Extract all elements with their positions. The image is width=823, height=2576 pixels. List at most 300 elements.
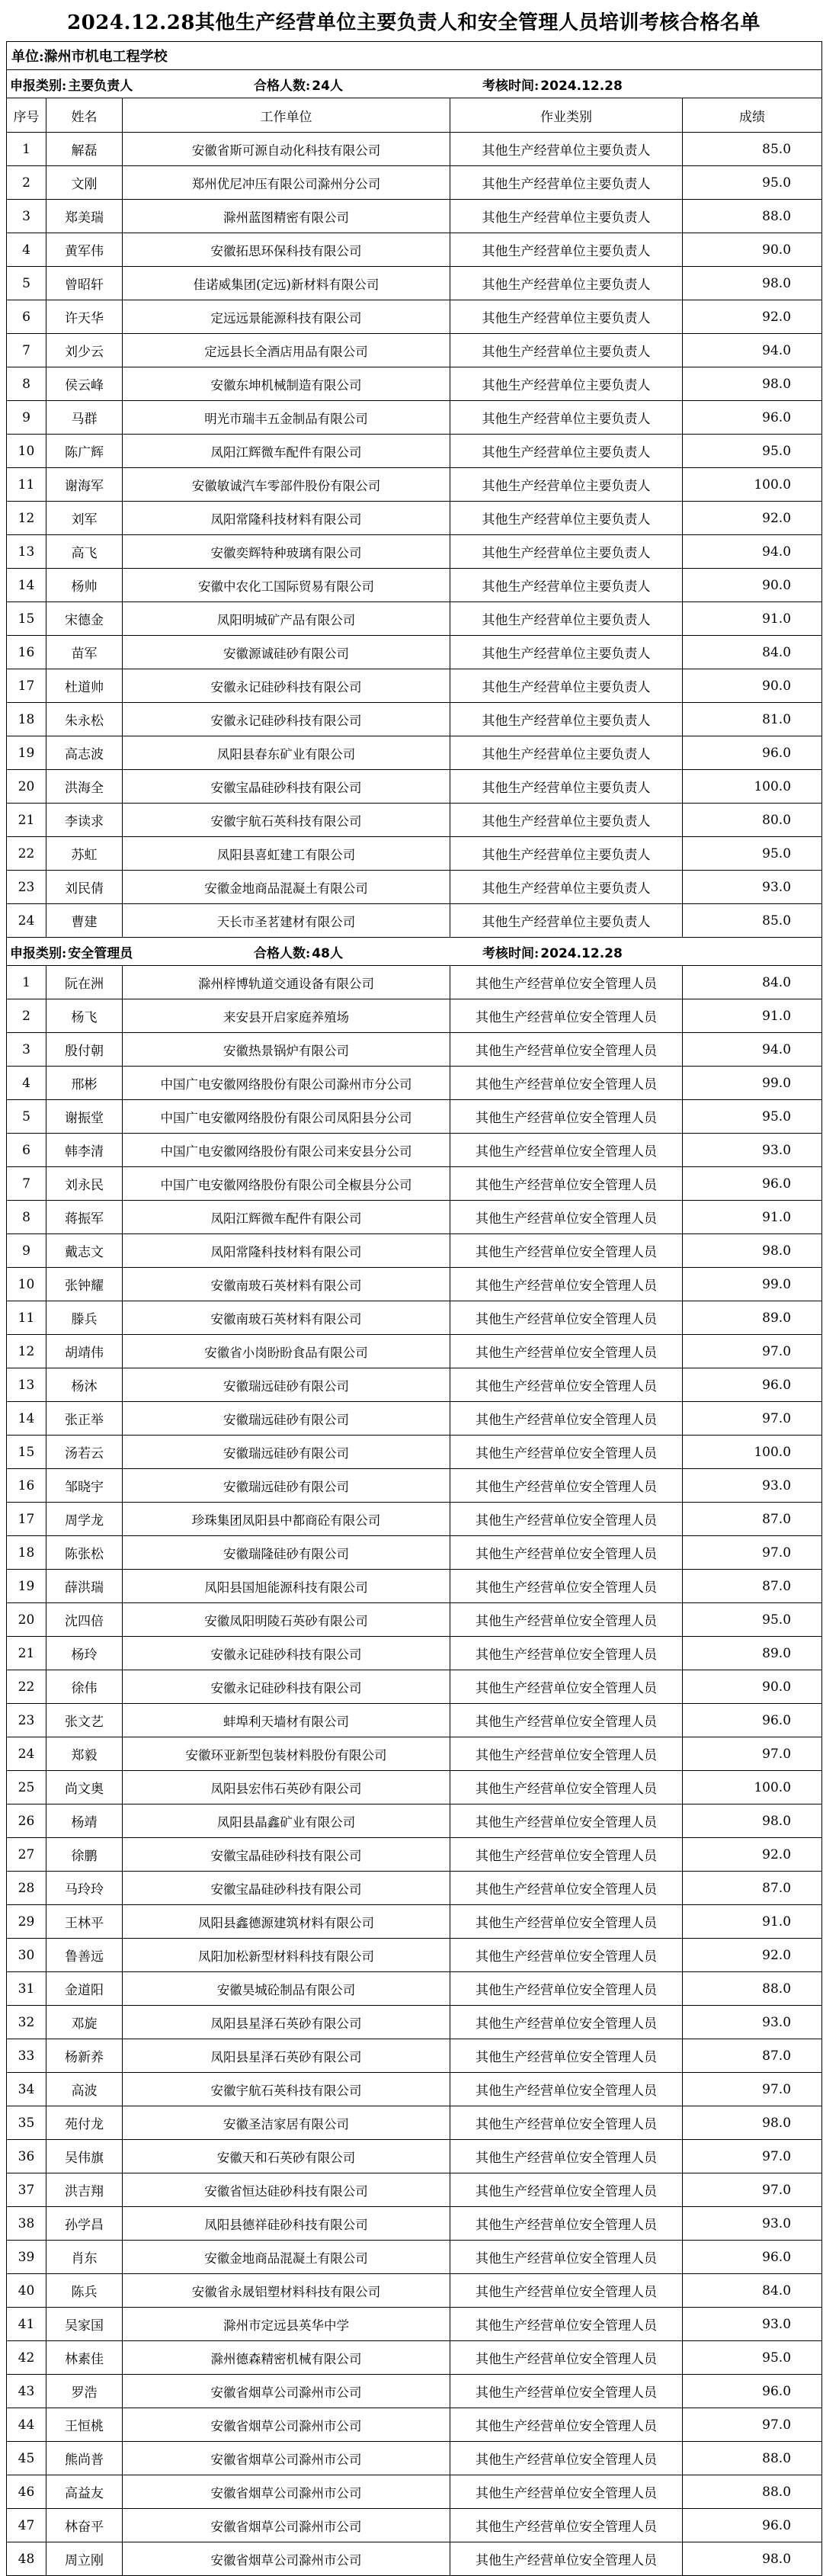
table-row [7, 1972, 822, 2006]
table-row [7, 166, 822, 200]
score: 100.0 [683, 770, 822, 804]
section-info-cell [7, 70, 822, 98]
declare-type-value: 主要负责人 [68, 78, 133, 94]
work-unit: 凤阳江辉微车配件有限公司 [123, 435, 450, 468]
row-index: 13 [7, 1368, 46, 1402]
row-index: 7 [7, 334, 46, 367]
row-index: 10 [7, 435, 46, 468]
table-row [7, 267, 822, 300]
unit-label: 单位: [11, 49, 44, 65]
person-name: 马玲玲 [46, 1872, 123, 1905]
row-index: 30 [7, 1939, 46, 1972]
job-category: 其他生产经营单位安全管理人员 [450, 999, 683, 1033]
score: 97.0 [683, 1737, 822, 1771]
job-category: 其他生产经营单位主要负责人 [450, 904, 683, 938]
row-index: 5 [7, 1100, 46, 1134]
work-unit: 安徽瑞远硅砂有限公司 [123, 1469, 450, 1503]
row-index: 46 [7, 2475, 46, 2509]
score: 100.0 [683, 1771, 822, 1804]
score: 85.0 [683, 904, 822, 938]
work-unit: 安徽环亚新型包装材料股份有限公司 [123, 1737, 450, 1771]
table-row [7, 401, 822, 435]
work-unit: 凤阳县德祥硅砂科技有限公司 [123, 2207, 450, 2241]
score: 92.0 [683, 1838, 822, 1872]
person-name: 邢彬 [46, 1067, 123, 1100]
row-index: 37 [7, 2173, 46, 2207]
person-name: 沈四倍 [46, 1603, 123, 1637]
exam-time-value: 2024.12.28 [540, 945, 623, 961]
table-row [7, 2341, 822, 2375]
exam-time [482, 75, 821, 94]
score: 97.0 [683, 1335, 822, 1368]
person-name: 陈兵 [46, 2274, 123, 2308]
row-index: 14 [7, 1402, 46, 1436]
job-category: 其他生产经营单位安全管理人员 [450, 1536, 683, 1570]
score: 97.0 [683, 1536, 822, 1570]
job-category: 其他生产经营单位安全管理人员 [450, 1872, 683, 1905]
row-index: 19 [7, 736, 46, 770]
person-name: 苏虹 [46, 837, 123, 871]
job-category: 其他生产经营单位安全管理人员 [450, 1939, 683, 1972]
work-unit: 中国广电安徽网络股份有限公司凤阳县分公司 [123, 1100, 450, 1134]
table-row [7, 2308, 822, 2341]
row-index: 10 [7, 1268, 46, 1301]
row-index: 11 [7, 468, 46, 502]
job-category: 其他生产经营单位安全管理人员 [450, 2475, 683, 2509]
work-unit: 安徽省烟草公司滁州市公司 [123, 2375, 450, 2408]
table-row [7, 2442, 822, 2475]
work-unit: 凤阳县星泽石英砂有限公司 [123, 2006, 450, 2039]
work-unit: 安徽敏诚汽车零部件股份有限公司 [123, 468, 450, 502]
table-row [7, 334, 822, 367]
work-unit: 安徽永记硅砂科技有限公司 [123, 1670, 450, 1704]
job-category: 其他生产经营单位主要负责人 [450, 502, 683, 535]
person-name: 高波 [46, 2073, 123, 2106]
job-category: 其他生产经营单位安全管理人员 [450, 2241, 683, 2274]
score: 96.0 [683, 401, 822, 435]
table-row [7, 669, 822, 703]
row-index: 36 [7, 2140, 46, 2173]
work-unit: 来安县开启家庭养殖场 [123, 999, 450, 1033]
person-name: 熊尚普 [46, 2442, 123, 2475]
row-index: 7 [7, 1167, 46, 1201]
row-index: 5 [7, 267, 46, 300]
row-index: 21 [7, 1637, 46, 1670]
score: 96.0 [683, 1368, 822, 1402]
work-unit: 凤阳县鑫德源建筑材料有限公司 [123, 1905, 450, 1939]
work-unit: 滁州市定远县英华中学 [123, 2308, 450, 2341]
work-unit: 安徽金地商品混凝土有限公司 [123, 871, 450, 904]
header-name: 姓名 [46, 98, 123, 133]
work-unit: 蚌埠利天墙材有限公司 [123, 1704, 450, 1737]
work-unit: 凤阳常隆科技材料有限公司 [123, 502, 450, 535]
person-name: 罗浩 [46, 2375, 123, 2408]
table-row [7, 1503, 822, 1536]
score: 87.0 [683, 1872, 822, 1905]
table-row [7, 703, 822, 736]
unit-name: 滁州市机电工程学校 [43, 49, 168, 65]
row-index: 15 [7, 602, 46, 636]
job-category: 其他生产经营单位主要负责人 [450, 435, 683, 468]
row-index: 6 [7, 300, 46, 334]
table-row [7, 2408, 822, 2442]
work-unit: 珍珠集团凤阳县中都商砼有限公司 [123, 1503, 450, 1536]
job-category: 其他生产经营单位安全管理人员 [450, 1503, 683, 1536]
row-index: 25 [7, 1771, 46, 1804]
person-name: 殷付朝 [46, 1033, 123, 1067]
score: 93.0 [683, 2006, 822, 2039]
row-index: 34 [7, 2073, 46, 2106]
person-name: 黄军伟 [46, 233, 123, 267]
row-index: 1 [7, 966, 46, 999]
person-name: 周学龙 [46, 1503, 123, 1536]
table-row [7, 1436, 822, 1469]
work-unit: 安徽省烟草公司滁州市公司 [123, 2475, 450, 2509]
declare-type-value: 安全管理员 [68, 945, 133, 961]
row-index: 38 [7, 2207, 46, 2241]
score: 96.0 [683, 2509, 822, 2542]
job-category: 其他生产经营单位安全管理人员 [450, 2542, 683, 2576]
work-unit: 安徽省烟草公司滁州市公司 [123, 2442, 450, 2475]
score: 97.0 [683, 1402, 822, 1436]
score: 96.0 [683, 1704, 822, 1737]
work-unit: 定远远景能源科技有限公司 [123, 300, 450, 334]
table-row [7, 1067, 822, 1100]
table-row [7, 367, 822, 401]
job-category: 其他生产经营单位主要负责人 [450, 736, 683, 770]
score: 91.0 [683, 999, 822, 1033]
job-category: 其他生产经营单位安全管理人员 [450, 2173, 683, 2207]
work-unit: 凤阳县国旭能源科技有限公司 [123, 1570, 450, 1603]
table-row [7, 1469, 822, 1503]
work-unit: 郑州优尼冲压有限公司滁州分公司 [123, 166, 450, 200]
person-name: 张文艺 [46, 1704, 123, 1737]
job-category: 其他生产经营单位安全管理人员 [450, 1067, 683, 1100]
row-index: 1 [7, 133, 46, 166]
row-index: 4 [7, 233, 46, 267]
row-index: 12 [7, 502, 46, 535]
job-category: 其他生产经营单位安全管理人员 [450, 1804, 683, 1838]
person-name: 王林平 [46, 1905, 123, 1939]
declare-type [7, 75, 254, 94]
person-name: 文刚 [46, 166, 123, 200]
job-category: 其他生产经营单位主要负责人 [450, 602, 683, 636]
declare-type-label: 申报类别: [10, 78, 67, 94]
score: 95.0 [683, 2341, 822, 2375]
score: 96.0 [683, 2241, 822, 2274]
score: 96.0 [683, 736, 822, 770]
row-index: 14 [7, 569, 46, 602]
person-name: 苑付龙 [46, 2106, 123, 2140]
person-name: 宋德金 [46, 602, 123, 636]
person-name: 张钟耀 [46, 1268, 123, 1301]
work-unit: 凤阳县宏伟石英砂有限公司 [123, 1771, 450, 1804]
score: 93.0 [683, 2308, 822, 2341]
work-unit: 安徽瑞远硅砂有限公司 [123, 1436, 450, 1469]
job-category: 其他生产经营单位主要负责人 [450, 133, 683, 166]
header-index: 序号 [7, 98, 46, 133]
job-category: 其他生产经营单位安全管理人员 [450, 1234, 683, 1268]
row-index: 2 [7, 166, 46, 200]
score: 92.0 [683, 300, 822, 334]
job-category: 其他生产经营单位安全管理人员 [450, 2442, 683, 2475]
row-index: 4 [7, 1067, 46, 1100]
score: 98.0 [683, 2542, 822, 2576]
job-category: 其他生产经营单位主要负责人 [450, 703, 683, 736]
person-name: 吴伟旗 [46, 2140, 123, 2173]
job-category: 其他生产经营单位安全管理人员 [450, 1603, 683, 1637]
work-unit: 安徽瑞远硅砂有限公司 [123, 1368, 450, 1402]
job-category: 其他生产经营单位安全管理人员 [450, 1972, 683, 2006]
job-category: 其他生产经营单位主要负责人 [450, 535, 683, 569]
table-row [7, 2073, 822, 2106]
person-name: 王恒桃 [46, 2408, 123, 2442]
row-index: 44 [7, 2408, 46, 2442]
work-unit: 安徽省斯可源自动化科技有限公司 [123, 133, 450, 166]
person-name: 杨靖 [46, 1804, 123, 1838]
person-name: 曾昭轩 [46, 267, 123, 300]
table-row [7, 300, 822, 334]
score: 98.0 [683, 1234, 822, 1268]
declare-type [7, 942, 254, 961]
work-unit: 安徽省烟草公司滁州市公司 [123, 2509, 450, 2542]
table-row [7, 2006, 822, 2039]
row-index: 20 [7, 770, 46, 804]
declare-type-label: 申报类别: [10, 945, 67, 961]
row-index: 11 [7, 1301, 46, 1335]
person-name: 金道阳 [46, 1972, 123, 2006]
job-category: 其他生产经营单位安全管理人员 [450, 2039, 683, 2073]
person-name: 戴志文 [46, 1234, 123, 1268]
work-unit: 明光市瑞丰五金制品有限公司 [123, 401, 450, 435]
job-category: 其他生产经营单位安全管理人员 [450, 2408, 683, 2442]
person-name: 刘少云 [46, 334, 123, 367]
person-name: 侯云峰 [46, 367, 123, 401]
job-category: 其他生产经营单位主要负责人 [450, 669, 683, 703]
job-category: 其他生产经营单位主要负责人 [450, 367, 683, 401]
person-name: 杜道帅 [46, 669, 123, 703]
person-name: 邓旋 [46, 2006, 123, 2039]
table-row [7, 1905, 822, 1939]
job-category: 其他生产经营单位安全管理人员 [450, 2073, 683, 2106]
table-row [7, 636, 822, 669]
work-unit: 安徽宇航石英科技有限公司 [123, 2073, 450, 2106]
person-name: 许天华 [46, 300, 123, 334]
person-name: 谢海军 [46, 468, 123, 502]
job-category: 其他生产经营单位安全管理人员 [450, 1402, 683, 1436]
work-unit: 安徽瑞隆硅砂有限公司 [123, 1536, 450, 1570]
person-name: 谢振堂 [46, 1100, 123, 1134]
row-index: 39 [7, 2241, 46, 2274]
table-row [7, 2375, 822, 2408]
job-category: 其他生产经营单位主要负责人 [450, 401, 683, 435]
row-index: 21 [7, 804, 46, 837]
table-row [7, 1637, 822, 1670]
table-row [7, 736, 822, 770]
person-name: 杨帅 [46, 569, 123, 602]
document-title: 2024.12.28其他生产经营单位主要负责人和安全管理人员培训考核合格名单 [67, 11, 761, 34]
score: 100.0 [683, 468, 822, 502]
score: 96.0 [683, 2375, 822, 2408]
job-category: 其他生产经营单位安全管理人员 [450, 1033, 683, 1067]
row-index: 45 [7, 2442, 46, 2475]
score: 87.0 [683, 1503, 822, 1536]
work-unit: 凤阳县晶鑫矿业有限公司 [123, 1804, 450, 1838]
row-index: 41 [7, 2308, 46, 2341]
person-name: 李读求 [46, 804, 123, 837]
row-index: 18 [7, 1536, 46, 1570]
job-category: 其他生产经营单位安全管理人员 [450, 1905, 683, 1939]
work-unit: 安徽圣洁家居有限公司 [123, 2106, 450, 2140]
section-info-row [7, 938, 822, 966]
row-index: 31 [7, 1972, 46, 2006]
job-category: 其他生产经营单位安全管理人员 [450, 1268, 683, 1301]
table-row [7, 2140, 822, 2173]
table-row [7, 2173, 822, 2207]
header-category: 作业类别 [450, 98, 683, 133]
pass-count-label: 合格人数: [254, 945, 311, 961]
row-index: 48 [7, 2542, 46, 2576]
work-unit: 凤阳县春东矿业有限公司 [123, 736, 450, 770]
work-unit: 安徽省烟草公司滁州市公司 [123, 2408, 450, 2442]
table-row [7, 1268, 822, 1301]
person-name: 邹晓宇 [46, 1469, 123, 1503]
score: 99.0 [683, 1268, 822, 1301]
work-unit: 安徽宝晶硅砂科技有限公司 [123, 1872, 450, 1905]
score: 94.0 [683, 535, 822, 569]
job-category: 其他生产经营单位主要负责人 [450, 267, 683, 300]
row-index: 24 [7, 904, 46, 938]
score: 91.0 [683, 1905, 822, 1939]
person-name: 高飞 [46, 535, 123, 569]
row-index: 9 [7, 1234, 46, 1268]
work-unit: 安徽省小岗盼盼食品有限公司 [123, 1335, 450, 1368]
score: 93.0 [683, 1469, 822, 1503]
row-index: 12 [7, 1335, 46, 1368]
score: 95.0 [683, 837, 822, 871]
job-category: 其他生产经营单位安全管理人员 [450, 1737, 683, 1771]
row-index: 23 [7, 871, 46, 904]
person-name: 高益友 [46, 2475, 123, 2509]
work-unit: 凤阳加松新型材料科技有限公司 [123, 1939, 450, 1972]
job-category: 其他生产经营单位主要负责人 [450, 569, 683, 602]
work-unit: 安徽凤阳明陵石英砂有限公司 [123, 1603, 450, 1637]
table-row [7, 1201, 822, 1234]
score: 98.0 [683, 267, 822, 300]
work-unit: 安徽拓思环保科技有限公司 [123, 233, 450, 267]
score: 95.0 [683, 166, 822, 200]
table-row [7, 1704, 822, 1737]
table-row [7, 1301, 822, 1335]
person-name: 郑毅 [46, 1737, 123, 1771]
row-index: 8 [7, 367, 46, 401]
section-info-row [7, 70, 822, 98]
job-category: 其他生产经营单位主要负责人 [450, 804, 683, 837]
job-category: 其他生产经营单位安全管理人员 [450, 966, 683, 999]
person-name: 肖东 [46, 2241, 123, 2274]
work-unit: 安徽永记硅砂科技有限公司 [123, 669, 450, 703]
row-index: 22 [7, 837, 46, 871]
work-unit: 凤阳县喜虹建工有限公司 [123, 837, 450, 871]
work-unit: 安徽省烟草公司滁州市公司 [123, 2542, 450, 2576]
table-row [7, 1335, 822, 1368]
person-name: 徐伟 [46, 1670, 123, 1704]
score: 99.0 [683, 1067, 822, 1100]
row-index: 20 [7, 1603, 46, 1637]
table-row [7, 904, 822, 938]
person-name: 薛洪瑞 [46, 1570, 123, 1603]
row-index: 2 [7, 999, 46, 1033]
row-index: 32 [7, 2006, 46, 2039]
score: 92.0 [683, 1939, 822, 1972]
table-row [7, 1771, 822, 1804]
table-row [7, 569, 822, 602]
table-row [7, 770, 822, 804]
row-index: 3 [7, 1033, 46, 1067]
person-name: 洪海全 [46, 770, 123, 804]
row-index: 18 [7, 703, 46, 736]
unit-row [7, 42, 822, 70]
table-row [7, 966, 822, 999]
person-name: 林奋平 [46, 2509, 123, 2542]
score: 98.0 [683, 2106, 822, 2140]
row-index: 23 [7, 1704, 46, 1737]
work-unit: 凤阳江辉微车配件有限公司 [123, 1201, 450, 1234]
job-category: 其他生产经营单位主要负责人 [450, 233, 683, 267]
work-unit: 安徽永记硅砂科技有限公司 [123, 703, 450, 736]
table-row [7, 1402, 822, 1436]
table-row [7, 468, 822, 502]
work-unit: 中国广电安徽网络股份有限公司来安县分公司 [123, 1134, 450, 1167]
person-name: 朱永松 [46, 703, 123, 736]
score: 92.0 [683, 502, 822, 535]
score: 89.0 [683, 1301, 822, 1335]
section-info [7, 70, 821, 98]
work-unit: 安徽宇航石英科技有限公司 [123, 804, 450, 837]
roster-sheet [6, 5, 821, 2576]
job-category: 其他生产经营单位安全管理人员 [450, 1704, 683, 1737]
work-unit: 安徽金地商品混凝土有限公司 [123, 2241, 450, 2274]
job-category: 其他生产经营单位安全管理人员 [450, 2341, 683, 2375]
row-index: 47 [7, 2509, 46, 2542]
person-name: 尚文奥 [46, 1771, 123, 1804]
person-name: 汤若云 [46, 1436, 123, 1469]
row-index: 33 [7, 2039, 46, 2073]
score: 94.0 [683, 334, 822, 367]
score: 95.0 [683, 1603, 822, 1637]
table-row [7, 1134, 822, 1167]
work-unit: 安徽永记硅砂科技有限公司 [123, 1637, 450, 1670]
score: 80.0 [683, 804, 822, 837]
table-row [7, 871, 822, 904]
job-category: 其他生产经营单位安全管理人员 [450, 1368, 683, 1402]
table-row [7, 1536, 822, 1570]
work-unit: 定远县长全酒店用品有限公司 [123, 334, 450, 367]
work-unit: 滁州蓝图精密有限公司 [123, 200, 450, 233]
table-row [7, 1838, 822, 1872]
score: 93.0 [683, 1134, 822, 1167]
table-row [7, 1033, 822, 1067]
score: 91.0 [683, 602, 822, 636]
table-row [7, 1872, 822, 1905]
row-index: 13 [7, 535, 46, 569]
score: 100.0 [683, 1436, 822, 1469]
work-unit: 佳诺威集团(定远)新材料有限公司 [123, 267, 450, 300]
job-category: 其他生产经营单位主要负责人 [450, 300, 683, 334]
table-row [7, 1804, 822, 1838]
work-unit: 安徽南玻石英材料有限公司 [123, 1268, 450, 1301]
row-index: 24 [7, 1737, 46, 1771]
